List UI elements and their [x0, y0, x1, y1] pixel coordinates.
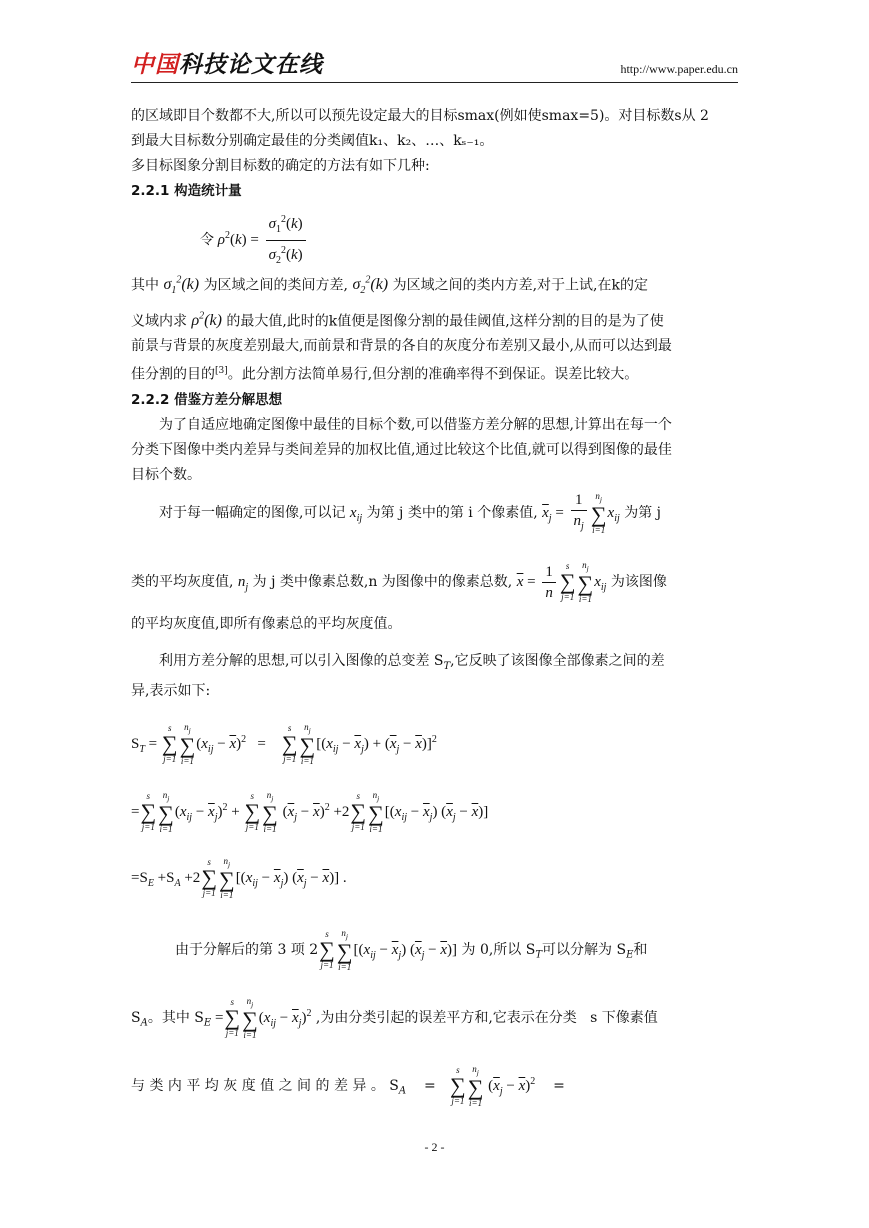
paragraph: 多目标图象分割目标数的确定的方法有如下几种: — [131, 158, 430, 174]
paragraph: 分类下图像中类内差异与类间差异的加权比值,通过比较这个比值,就可以得到图像的最佳 — [131, 441, 672, 458]
paragraph: $S_A$。其中 $S_E$ = s ∑ j=1 $n_j$ ∑ i=1 $(x_{ij} - \overline{x}_j)^2$ ,为由分类引起的误差平方和,它表示在分类 s 下像素值 — [131, 996, 658, 1040]
paragraph: 由于分解后的第 3 项 2 s ∑ j=1 $n_j$ ∑ i=1 $[(x_{ij} - \overline{x}_j) (\overline{x}_j - \overline{x})]$ 为 0,所以 $S_T$可以分解为 $S_E$和 — [175, 928, 648, 972]
equation-st-line3: $=S_E +S_A +2$ s ∑ j=1 $n_j$ ∑ i=1 $[(x_{ij} - \overline{x}_j) (\overline{x}_j - \overline{x})]$ . — [131, 856, 347, 900]
paragraph: 义域内求 $\rho^2(k)$ 的最大值,此时的k值便是图像分割的最佳阈值,这样分割的目的是为了使 — [131, 310, 664, 329]
paragraph: 为了自适应地确定图像中最佳的目标个数,可以借鉴方差分解的思想,计算出在每一个 — [159, 416, 672, 433]
paragraph: 其中 $\sigma_1^2(k)$ 为区域之间的类间方差, $\sigma_2^2(k)$ 为区域之间的类内方差,对于上试,在k的定 — [131, 275, 648, 297]
paragraph: 的平均灰度值,即所有像素总的平均灰度值。 — [131, 616, 402, 632]
paragraph-block — [131, 612, 738, 704]
paragraph: 异,表示如下: — [131, 682, 211, 699]
paragraph: 目标个数。 — [131, 466, 201, 483]
paragraph: 到最大目标数分别确定最佳的分类阈值k₁、k₂、…、kₛ₋₁。 — [131, 133, 494, 149]
paragraph: 类的平均灰度值, $n_j$ 为 j 类中像素总数,n 为图像中的像素总数, $\overline{x}$ = $\frac{1}{n}$ s ∑ j=1 $n_j$ ∑ i=1 $x_{ij}$ 为该图像 — [131, 560, 667, 604]
paragraph: 与 类 内 平 均 灰 度 值 之 间 的 差 异 。 $S_A$ = s ∑ j=1 $n_j$ ∑ i=1 $(\overline{x}_j - \overline{x})^2$ = — [131, 1064, 565, 1108]
paragraph: 对于每一幅确定的图像,可以记 $x_{ij}$ 为第 j 类中的第 i 个像素值, $\overline{x}_j$ = $\frac{1}{n_j}$ $n_j$ ∑ i=1 $x_{ij}$ 为第 j — [159, 491, 661, 535]
citation[interactable]: [3] — [215, 365, 228, 376]
header-url[interactable]: http://www.paper.edu.cn — [620, 62, 738, 76]
page-number: - 2 - — [424, 1140, 445, 1154]
paragraph: 佳分割的目的[3]。此分割方法简单易行,但分割的准确率得不到保证。误差比较大。 — [131, 365, 639, 383]
paragraph: 前景与背景的灰度差别最大,而前景和背景的各自的灰度分布差别又最小,从而可以达到最 — [131, 337, 672, 354]
journal-logo: 中国科技论文在线 — [131, 52, 323, 78]
paragraph: 的区域即目个数都不大,所以可以预先设定最大的目标smax(例如使smax=5)。对目标数s从 2 — [131, 108, 709, 124]
equation-rho: 令 $\rho^2(k)$ = $\frac{\sigma_1^2(k)}{\sigma_2^2(k)}$ — [200, 210, 400, 271]
main-text — [131, 104, 738, 204]
equation-st-line1: $S_T$ = s ∑ j=1 $n_j$ ∑ i=1 $(x_{ij} - \overline{x})^2$ = s ∑ j=1 $n_j$ ∑ i=1 $[(x_{ij} - \overline{x}_j) + (\overline{x}_j - \overline{x})]^2$ — [131, 722, 437, 766]
section-heading: 2.2.1 构造统计量 — [131, 183, 242, 199]
paragraph-block — [131, 268, 738, 488]
section-heading: 2.2.2 借鉴方差分解思想 — [131, 391, 283, 408]
paragraph: 利用方差分解的思想,可以引入图像的总变差 $S_T$,它反映了该图像全部像素之间的差 — [159, 653, 665, 672]
equation-st-line2: = s ∑ j=1 $n_j$ ∑ i=1 $(x_{ij} - \overline{x}_j)^2$ + s ∑ j=1 $n_j$ ∑ i=1 $(\overline{x}_j - \overline{x})^2 +2$ s ∑ j=1 $n_j$ ∑ i=1 $[(x_{ij} - \overline{x}_j) (\overline{x}_j - \overline{x})]$ — [131, 790, 489, 834]
page-header — [131, 52, 738, 83]
